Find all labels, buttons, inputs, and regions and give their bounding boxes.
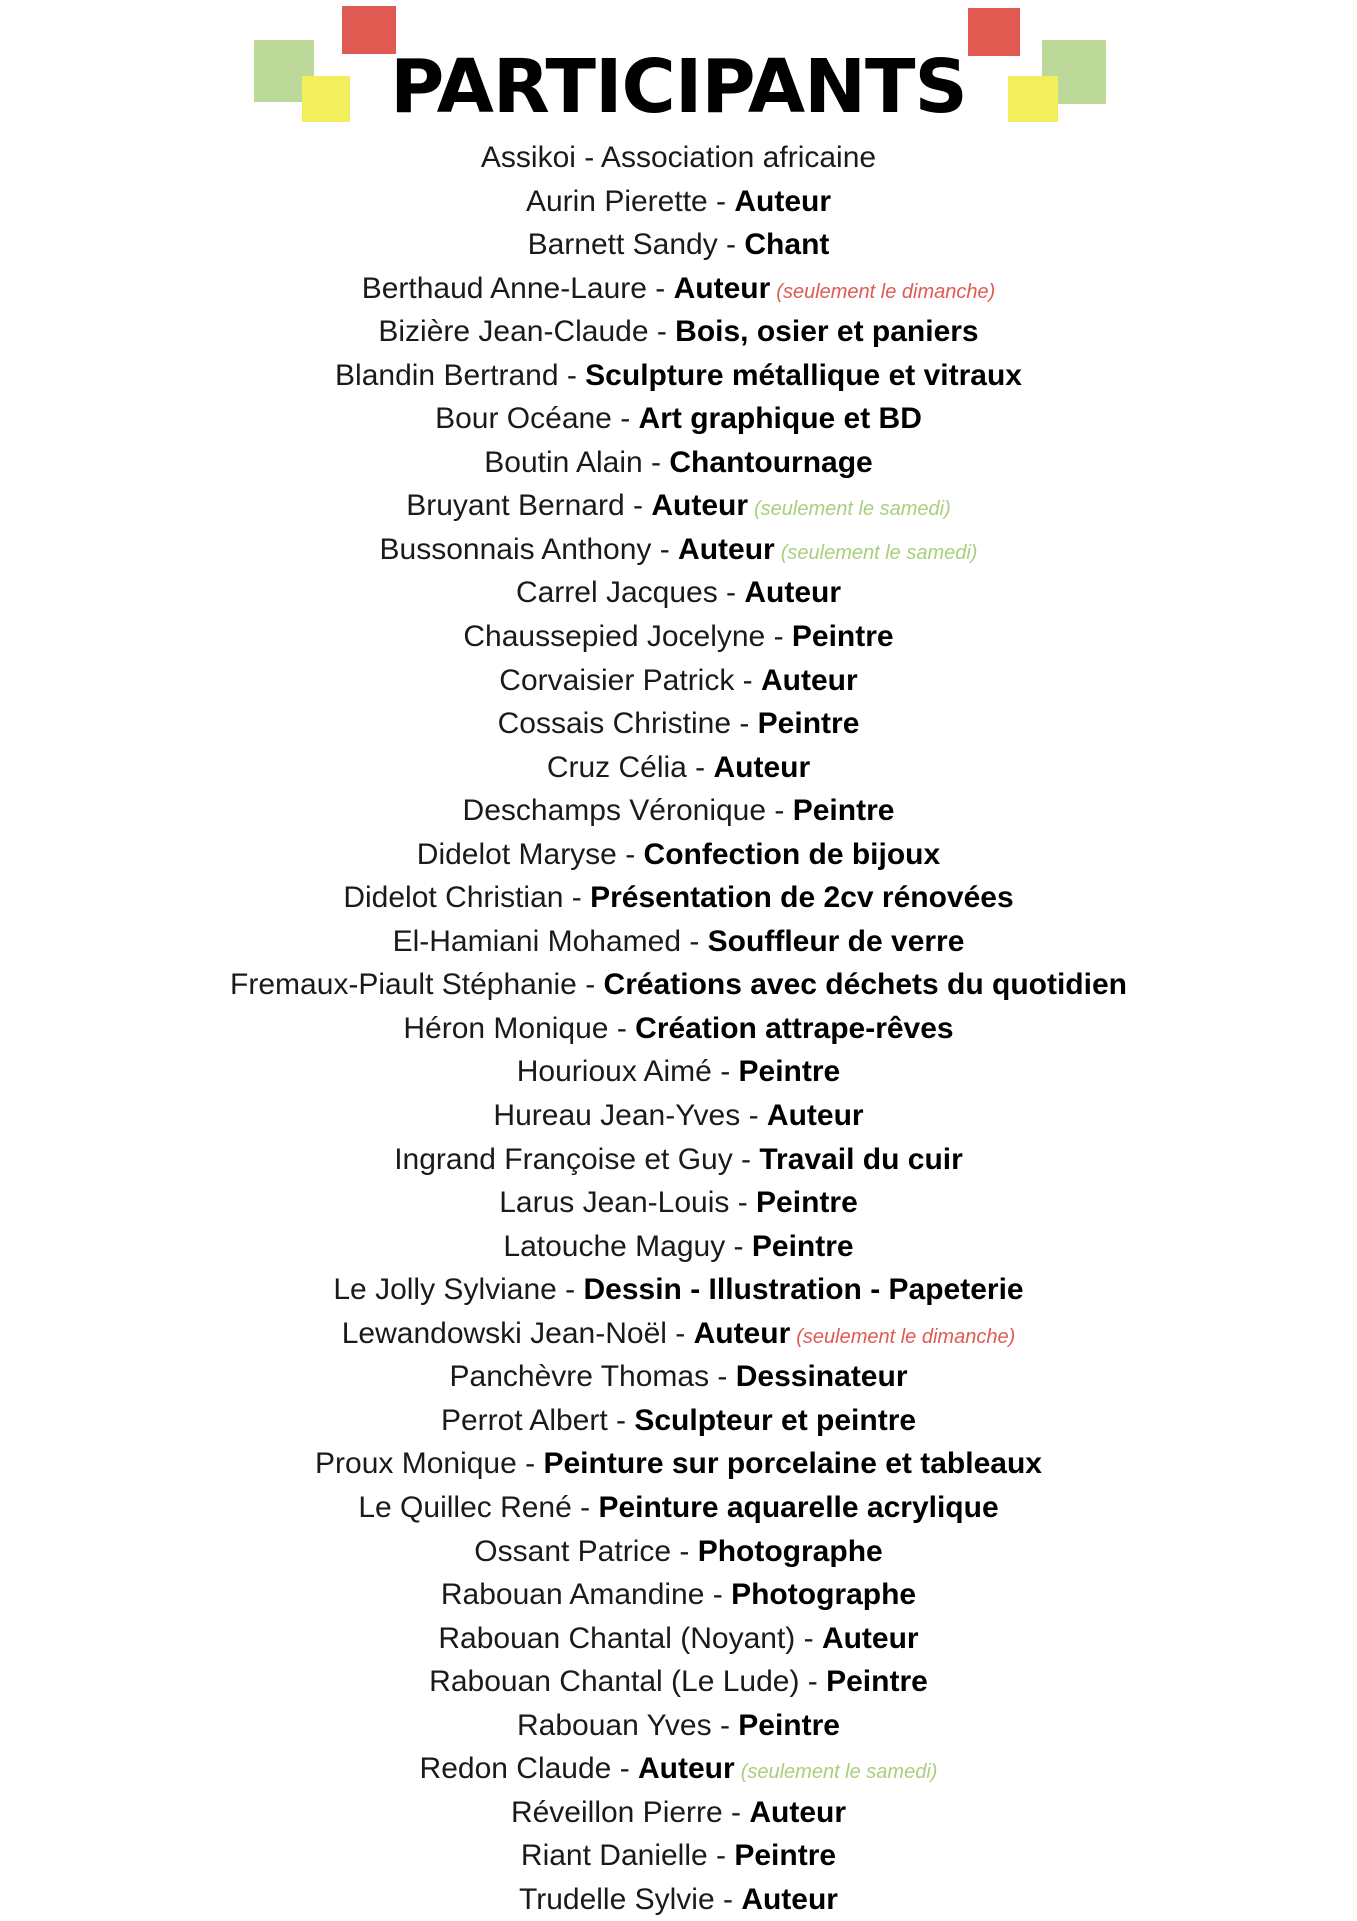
participant-role: Peintre bbox=[757, 707, 860, 741]
participant-name: Chaussepied Jocelyne - bbox=[463, 620, 792, 654]
participant-row bbox=[0, 1791, 1357, 1835]
participant-name: Rabouan Chantal (Le Lude) - bbox=[429, 1665, 827, 1699]
participant-role: Auteur bbox=[673, 271, 771, 305]
participant-role: Confection de bijoux bbox=[643, 837, 941, 871]
participant-role: Auteur bbox=[734, 184, 832, 218]
participant-name: Boutin Alain - bbox=[484, 445, 670, 479]
participant-row bbox=[0, 833, 1357, 877]
participant-row bbox=[0, 1573, 1357, 1617]
participant-row bbox=[0, 1094, 1357, 1138]
participant-row bbox=[0, 267, 1357, 311]
participant-name: Perrot Albert - bbox=[440, 1403, 635, 1437]
participant-name: Bussonnais Anthony - bbox=[379, 532, 679, 566]
participant-name: Cossais Christine - bbox=[497, 707, 758, 741]
participant-row bbox=[0, 1050, 1357, 1094]
participant-role: Auteur bbox=[651, 489, 749, 523]
participant-name: Le Quillec René - bbox=[358, 1490, 599, 1524]
participant-name: Rabouan Yves - bbox=[517, 1708, 739, 1742]
participant-row bbox=[0, 484, 1357, 528]
participant-role: Peintre bbox=[792, 794, 895, 828]
participant-row bbox=[0, 528, 1357, 572]
participant-row bbox=[0, 397, 1357, 441]
participant-name: Berthaud Anne-Laure - bbox=[361, 271, 674, 305]
availability-note: (seulement le samedi) bbox=[780, 541, 978, 564]
participant-role: Bois, osier et paniers bbox=[675, 315, 979, 349]
participant-role: Auteur bbox=[821, 1621, 919, 1655]
participant-role: Chant bbox=[744, 228, 830, 262]
participant-role: Chantournage bbox=[669, 445, 873, 479]
participant-row bbox=[0, 876, 1357, 920]
participant-row bbox=[0, 1704, 1357, 1748]
participant-role: Auteur bbox=[741, 1882, 838, 1916]
participant-role: Auteur bbox=[744, 576, 842, 610]
participant-role: Auteur bbox=[693, 1316, 791, 1350]
participant-role: Peintre bbox=[826, 1665, 928, 1699]
participant-name: Didelot Christian - bbox=[343, 881, 591, 915]
participant-row bbox=[0, 1355, 1357, 1399]
page-title: PARTICIPANTS bbox=[390, 44, 967, 130]
participant-name: El-Hamiani Mohamed - bbox=[392, 924, 708, 958]
participant-role: Photographe bbox=[697, 1534, 883, 1568]
page-header bbox=[0, 0, 1357, 140]
participant-role: Sculpture métallique et vitraux bbox=[585, 358, 1022, 392]
participant-name: Rabouan Chantal (Noyant) - bbox=[438, 1621, 822, 1655]
participant-role: Auteur bbox=[713, 750, 811, 784]
participant-role: Sculpteur et peintre bbox=[634, 1403, 917, 1437]
participant-name: Lewandowski Jean-Noël - bbox=[341, 1316, 694, 1350]
participant-role: Peintre bbox=[756, 1186, 858, 1220]
participant-name: Didelot Maryse - bbox=[416, 837, 644, 871]
participant-role: Peintre bbox=[738, 1708, 840, 1742]
participant-row bbox=[0, 1878, 1357, 1921]
participant-row bbox=[0, 615, 1357, 659]
participant-name: Ingrand Françoise et Guy - bbox=[394, 1142, 760, 1176]
participant-row bbox=[0, 310, 1357, 354]
participant-name: Hureau Jean-Yves - bbox=[493, 1099, 767, 1133]
participant-name: Barnett Sandy - bbox=[527, 228, 745, 262]
participant-row bbox=[0, 1834, 1357, 1878]
participant-name: Riant Danielle - bbox=[520, 1839, 735, 1873]
participant-row bbox=[0, 441, 1357, 485]
participant-row bbox=[0, 1747, 1357, 1791]
participant-row bbox=[0, 1312, 1357, 1356]
availability-note: (seulement le dimanche) bbox=[776, 280, 996, 303]
participant-name: Larus Jean-Louis - bbox=[499, 1186, 757, 1220]
participant-row bbox=[0, 963, 1357, 1007]
participant-role: Auteur bbox=[766, 1099, 864, 1133]
participant-row bbox=[0, 746, 1357, 790]
participant-row bbox=[0, 180, 1357, 224]
participant-role: Auteur bbox=[749, 1795, 847, 1829]
participant-role: Peinture sur porcelaine et tableaux bbox=[543, 1447, 1042, 1481]
participant-row bbox=[0, 1181, 1357, 1225]
participant-name: Panchèvre Thomas - bbox=[449, 1360, 736, 1394]
participant-row bbox=[0, 659, 1357, 703]
participant-row bbox=[0, 354, 1357, 398]
participant-row bbox=[0, 1399, 1357, 1443]
participant-name: Assikoi - Association africaine bbox=[480, 141, 877, 174]
participant-name: Blandin Bertrand - bbox=[335, 358, 586, 392]
participant-name: Fremaux-Piault Stéphanie - bbox=[230, 968, 604, 1002]
participant-name: Le Jolly Sylviane - bbox=[333, 1273, 584, 1307]
participant-row bbox=[0, 702, 1357, 746]
participant-name: Héron Monique - bbox=[403, 1011, 636, 1045]
participant-row bbox=[0, 136, 1357, 180]
participant-name: Redon Claude - bbox=[419, 1752, 639, 1786]
availability-note: (seulement le samedi) bbox=[754, 498, 951, 521]
participant-role: Peintre bbox=[791, 620, 894, 654]
participant-name: Deschamps Véronique - bbox=[462, 794, 793, 828]
participant-row bbox=[0, 1268, 1357, 1312]
participant-name: Corvaisier Patrick - bbox=[499, 663, 762, 697]
participant-name: Aurin Pierette - bbox=[525, 184, 735, 218]
participant-name: Bizière Jean-Claude - bbox=[378, 315, 676, 349]
participant-row bbox=[0, 1007, 1357, 1051]
participant-list bbox=[0, 136, 1357, 1921]
participant-role: Souffleur de verre bbox=[707, 924, 965, 958]
participant-name: Ossant Patrice - bbox=[474, 1534, 698, 1568]
participant-name: Hourioux Aimé - bbox=[516, 1055, 739, 1089]
participant-role: Présentation de 2cv rénovées bbox=[590, 881, 1014, 915]
participant-role: Peintre bbox=[734, 1839, 837, 1873]
participant-name: Proux Monique - bbox=[315, 1447, 544, 1481]
participant-name: Cruz Célia - bbox=[546, 750, 714, 784]
participant-name: Rabouan Amandine - bbox=[440, 1578, 732, 1612]
participant-role: Travail du cuir bbox=[759, 1142, 963, 1176]
participant-role: Peintre bbox=[738, 1055, 841, 1089]
participant-role: Auteur bbox=[678, 532, 775, 566]
participant-role: Création attrape-rêves bbox=[635, 1011, 954, 1045]
participant-role: Photographe bbox=[731, 1578, 917, 1612]
participant-role: Peintre bbox=[751, 1229, 854, 1263]
participant-row bbox=[0, 1660, 1357, 1704]
participant-name: Bour Océane - bbox=[435, 402, 639, 436]
participant-name: Trudelle Sylvie - bbox=[519, 1882, 742, 1916]
participant-role: Auteur bbox=[638, 1752, 735, 1786]
participant-row bbox=[0, 571, 1357, 615]
participant-role: Créations avec déchets du quotidien bbox=[603, 968, 1127, 1002]
participant-row bbox=[0, 1530, 1357, 1574]
participant-role: Art graphique et BD bbox=[638, 402, 922, 436]
participant-name: Réveillon Pierre - bbox=[510, 1795, 750, 1829]
participant-row bbox=[0, 1486, 1357, 1530]
participant-name: Bruyant Bernard - bbox=[406, 489, 652, 523]
participant-row bbox=[0, 1442, 1357, 1486]
participant-row bbox=[0, 920, 1357, 964]
participant-row bbox=[0, 1617, 1357, 1661]
participant-row bbox=[0, 223, 1357, 267]
participant-name: Latouche Maguy - bbox=[503, 1229, 752, 1263]
participant-role: Peinture aquarelle acrylique bbox=[598, 1490, 999, 1524]
participant-role: Dessinateur bbox=[735, 1360, 908, 1394]
participant-name: Carrel Jacques - bbox=[515, 576, 745, 610]
availability-note: (seulement le samedi) bbox=[740, 1761, 938, 1784]
participant-row bbox=[0, 1225, 1357, 1269]
availability-note: (seulement le dimanche) bbox=[796, 1325, 1016, 1348]
participant-role: Dessin - Illustration - Papeterie bbox=[583, 1273, 1024, 1307]
participant-row bbox=[0, 789, 1357, 833]
participant-role: Auteur bbox=[761, 663, 858, 697]
participant-row bbox=[0, 1138, 1357, 1182]
